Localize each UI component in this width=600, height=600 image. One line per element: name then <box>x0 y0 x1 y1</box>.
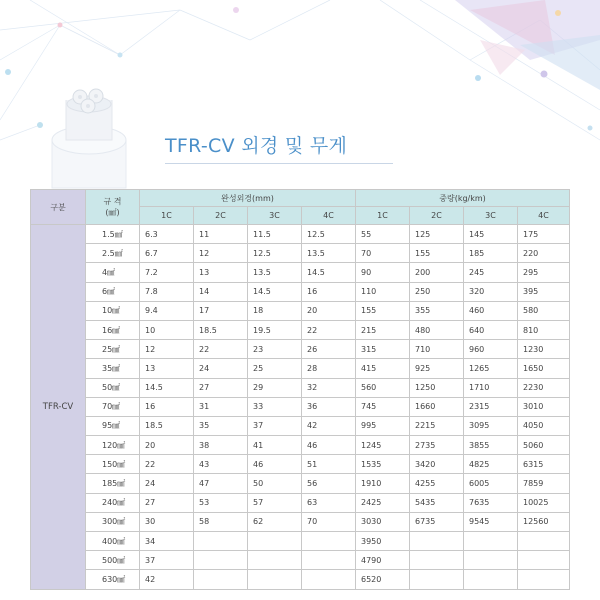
diameter-cell: 30 <box>140 512 194 531</box>
diameter-cell: 56 <box>302 474 356 493</box>
size-cell: 630㎟ <box>86 570 140 589</box>
diameter-cell: 13.5 <box>302 244 356 263</box>
weight-cell <box>410 551 464 570</box>
weight-cell: 145 <box>464 225 518 244</box>
size-cell: 185㎟ <box>86 474 140 493</box>
diameter-cell: 33 <box>248 397 302 416</box>
weight-cell: 125 <box>410 225 464 244</box>
weight-cell: 3010 <box>518 397 570 416</box>
size-cell: 240㎟ <box>86 493 140 512</box>
diameter-cell: 42 <box>302 416 356 435</box>
diameter-cell: 14.5 <box>140 378 194 397</box>
diameter-cell: 34 <box>140 532 194 551</box>
weight-cell: 295 <box>518 263 570 282</box>
table-row <box>31 301 570 320</box>
header-weight: 중량(kg/km) <box>356 190 570 207</box>
header-core: 3C <box>248 207 302 225</box>
diameter-cell: 37 <box>248 416 302 435</box>
diameter-cell: 7.8 <box>140 282 194 301</box>
weight-cell: 1910 <box>356 474 410 493</box>
weight-cell: 1230 <box>518 340 570 359</box>
weight-cell: 155 <box>410 244 464 263</box>
weight-cell: 4050 <box>518 416 570 435</box>
diameter-cell: 47 <box>194 474 248 493</box>
header-spec-line1: 규 격 <box>103 197 122 206</box>
diameter-cell: 53 <box>194 493 248 512</box>
weight-cell: 640 <box>464 320 518 339</box>
diameter-cell: 23 <box>248 340 302 359</box>
table-row <box>31 397 570 416</box>
diameter-cell <box>194 532 248 551</box>
header-spec-line2: (㎟) <box>105 208 120 217</box>
weight-cell: 155 <box>356 301 410 320</box>
header-core: 1C <box>140 207 194 225</box>
weight-cell: 215 <box>356 320 410 339</box>
diameter-cell: 13.5 <box>248 263 302 282</box>
diameter-cell <box>302 570 356 589</box>
weight-cell: 7635 <box>464 493 518 512</box>
diameter-cell <box>248 532 302 551</box>
diameter-cell: 41 <box>248 436 302 455</box>
size-cell: 150㎟ <box>86 455 140 474</box>
diameter-cell: 25 <box>248 359 302 378</box>
weight-cell: 110 <box>356 282 410 301</box>
diameter-cell: 31 <box>194 397 248 416</box>
size-cell: 4㎟ <box>86 263 140 282</box>
weight-cell: 2215 <box>410 416 464 435</box>
weight-cell: 810 <box>518 320 570 339</box>
header-core: 4C <box>302 207 356 225</box>
weight-cell: 250 <box>410 282 464 301</box>
diameter-cell: 46 <box>302 436 356 455</box>
weight-cell: 460 <box>464 301 518 320</box>
table-row <box>31 551 570 570</box>
size-cell: 120㎟ <box>86 436 140 455</box>
header-core: 1C <box>356 207 410 225</box>
weight-cell: 245 <box>464 263 518 282</box>
diameter-cell: 9.4 <box>140 301 194 320</box>
weight-cell <box>410 570 464 589</box>
diameter-cell: 11 <box>194 225 248 244</box>
diameter-cell: 18 <box>248 301 302 320</box>
weight-cell: 7859 <box>518 474 570 493</box>
diameter-cell: 51 <box>302 455 356 474</box>
table-row <box>31 436 570 455</box>
diameter-cell: 32 <box>302 378 356 397</box>
diameter-cell: 35 <box>194 416 248 435</box>
weight-cell: 185 <box>464 244 518 263</box>
weight-cell: 320 <box>464 282 518 301</box>
diameter-cell: 18.5 <box>140 416 194 435</box>
diameter-cell: 18.5 <box>194 320 248 339</box>
table-row <box>31 378 570 397</box>
weight-cell: 4825 <box>464 455 518 474</box>
weight-cell: 5060 <box>518 436 570 455</box>
diameter-cell: 20 <box>302 301 356 320</box>
weight-cell <box>464 551 518 570</box>
table-row <box>31 282 570 301</box>
weight-cell: 90 <box>356 263 410 282</box>
header-core: 2C <box>194 207 248 225</box>
weight-cell: 1710 <box>464 378 518 397</box>
weight-cell: 415 <box>356 359 410 378</box>
weight-cell <box>464 532 518 551</box>
diameter-cell: 37 <box>140 551 194 570</box>
table-row <box>31 263 570 282</box>
weight-cell: 2735 <box>410 436 464 455</box>
table-row <box>31 340 570 359</box>
diameter-cell: 16 <box>140 397 194 416</box>
weight-cell: 995 <box>356 416 410 435</box>
diameter-cell: 62 <box>248 512 302 531</box>
title-underline <box>165 163 393 164</box>
header-outer-diameter: 완성외경(mm) <box>140 190 356 207</box>
table-row <box>31 416 570 435</box>
weight-cell <box>518 551 570 570</box>
table-row <box>31 570 570 589</box>
size-cell: 70㎟ <box>86 397 140 416</box>
spec-table <box>30 189 570 590</box>
diameter-cell: 12 <box>140 340 194 359</box>
diameter-cell <box>302 532 356 551</box>
diameter-cell: 27 <box>194 378 248 397</box>
weight-cell: 6005 <box>464 474 518 493</box>
weight-cell: 1250 <box>410 378 464 397</box>
diameter-cell: 63 <box>302 493 356 512</box>
weight-cell: 925 <box>410 359 464 378</box>
weight-cell: 3420 <box>410 455 464 474</box>
table-row <box>31 474 570 493</box>
weight-cell: 55 <box>356 225 410 244</box>
diameter-cell: 22 <box>302 320 356 339</box>
size-cell: 300㎟ <box>86 512 140 531</box>
diameter-cell: 26 <box>302 340 356 359</box>
diameter-cell <box>248 570 302 589</box>
diameter-cell: 14 <box>194 282 248 301</box>
diameter-cell: 43 <box>194 455 248 474</box>
size-cell: 25㎟ <box>86 340 140 359</box>
size-cell: 400㎟ <box>86 532 140 551</box>
weight-cell <box>410 532 464 551</box>
weight-cell: 9545 <box>464 512 518 531</box>
page-title: TFR-CV 외경 및 무게 <box>165 135 348 157</box>
diameter-cell: 17 <box>194 301 248 320</box>
size-cell: 16㎟ <box>86 320 140 339</box>
diameter-cell: 46 <box>248 455 302 474</box>
weight-cell: 3030 <box>356 512 410 531</box>
table-row <box>31 493 570 512</box>
diameter-cell: 16 <box>302 282 356 301</box>
weight-cell: 175 <box>518 225 570 244</box>
diameter-cell: 14.5 <box>302 263 356 282</box>
diameter-cell: 10 <box>140 320 194 339</box>
header-division: 구분 <box>31 190 86 225</box>
diameter-cell <box>194 551 248 570</box>
diameter-cell: 29 <box>248 378 302 397</box>
weight-cell <box>518 532 570 551</box>
cable-illustration <box>52 89 126 188</box>
diameter-cell: 24 <box>140 474 194 493</box>
diameter-cell <box>194 570 248 589</box>
weight-cell: 5435 <box>410 493 464 512</box>
weight-cell: 220 <box>518 244 570 263</box>
weight-cell: 200 <box>410 263 464 282</box>
diameter-cell: 42 <box>140 570 194 589</box>
table-row <box>31 532 570 551</box>
weight-cell <box>518 570 570 589</box>
table-header-row <box>31 190 570 207</box>
table-row <box>31 359 570 378</box>
weight-cell: 315 <box>356 340 410 359</box>
size-cell: 35㎟ <box>86 359 140 378</box>
diameter-cell: 28 <box>302 359 356 378</box>
diameter-cell: 70 <box>302 512 356 531</box>
table-row <box>31 225 570 244</box>
table-row <box>31 244 570 263</box>
weight-cell: 560 <box>356 378 410 397</box>
table-row <box>31 320 570 339</box>
weight-cell: 3095 <box>464 416 518 435</box>
diameter-cell: 22 <box>194 340 248 359</box>
weight-cell: 10025 <box>518 493 570 512</box>
weight-cell: 2230 <box>518 378 570 397</box>
size-cell: 50㎟ <box>86 378 140 397</box>
weight-cell: 1660 <box>410 397 464 416</box>
weight-cell: 960 <box>464 340 518 359</box>
diameter-cell: 24 <box>194 359 248 378</box>
weight-cell: 6315 <box>518 455 570 474</box>
diameter-cell: 57 <box>248 493 302 512</box>
diameter-cell: 27 <box>140 493 194 512</box>
weight-cell: 6735 <box>410 512 464 531</box>
diameter-cell: 14.5 <box>248 282 302 301</box>
weight-cell: 1535 <box>356 455 410 474</box>
diameter-cell: 12 <box>194 244 248 263</box>
diameter-cell: 19.5 <box>248 320 302 339</box>
diameter-cell: 7.2 <box>140 263 194 282</box>
weight-cell: 710 <box>410 340 464 359</box>
weight-cell: 480 <box>410 320 464 339</box>
size-cell: 10㎟ <box>86 301 140 320</box>
diameter-cell: 12.5 <box>302 225 356 244</box>
weight-cell <box>464 570 518 589</box>
diameter-cell: 6.7 <box>140 244 194 263</box>
weight-cell: 395 <box>518 282 570 301</box>
table-row <box>31 455 570 474</box>
diameter-cell: 13 <box>140 359 194 378</box>
diameter-cell <box>248 551 302 570</box>
table-row <box>31 512 570 531</box>
size-cell: 500㎟ <box>86 551 140 570</box>
table-body <box>31 225 570 590</box>
weight-cell: 1265 <box>464 359 518 378</box>
header-spec <box>86 190 140 225</box>
header-core: 3C <box>464 207 518 225</box>
diameter-cell <box>302 551 356 570</box>
header-core: 2C <box>410 207 464 225</box>
diameter-cell: 6.3 <box>140 225 194 244</box>
weight-cell: 1650 <box>518 359 570 378</box>
weight-cell: 6520 <box>356 570 410 589</box>
weight-cell: 3855 <box>464 436 518 455</box>
size-cell: 1.5㎟ <box>86 225 140 244</box>
weight-cell: 70 <box>356 244 410 263</box>
diameter-cell: 12.5 <box>248 244 302 263</box>
diameter-cell: 58 <box>194 512 248 531</box>
weight-cell: 580 <box>518 301 570 320</box>
title-block <box>165 133 393 164</box>
diameter-cell: 36 <box>302 397 356 416</box>
diameter-cell: 11.5 <box>248 225 302 244</box>
weight-cell: 4790 <box>356 551 410 570</box>
weight-cell: 355 <box>410 301 464 320</box>
weight-cell: 1245 <box>356 436 410 455</box>
size-cell: 2.5㎟ <box>86 244 140 263</box>
category-cell: TFR-CV <box>31 225 86 590</box>
diameter-cell: 50 <box>248 474 302 493</box>
weight-cell: 4255 <box>410 474 464 493</box>
size-cell: 6㎟ <box>86 282 140 301</box>
diameter-cell: 13 <box>194 263 248 282</box>
weight-cell: 2425 <box>356 493 410 512</box>
diameter-cell: 38 <box>194 436 248 455</box>
weight-cell: 12560 <box>518 512 570 531</box>
diameter-cell: 20 <box>140 436 194 455</box>
header-core: 4C <box>518 207 570 225</box>
weight-cell: 3950 <box>356 532 410 551</box>
size-cell: 95㎟ <box>86 416 140 435</box>
diameter-cell: 22 <box>140 455 194 474</box>
weight-cell: 745 <box>356 397 410 416</box>
weight-cell: 2315 <box>464 397 518 416</box>
